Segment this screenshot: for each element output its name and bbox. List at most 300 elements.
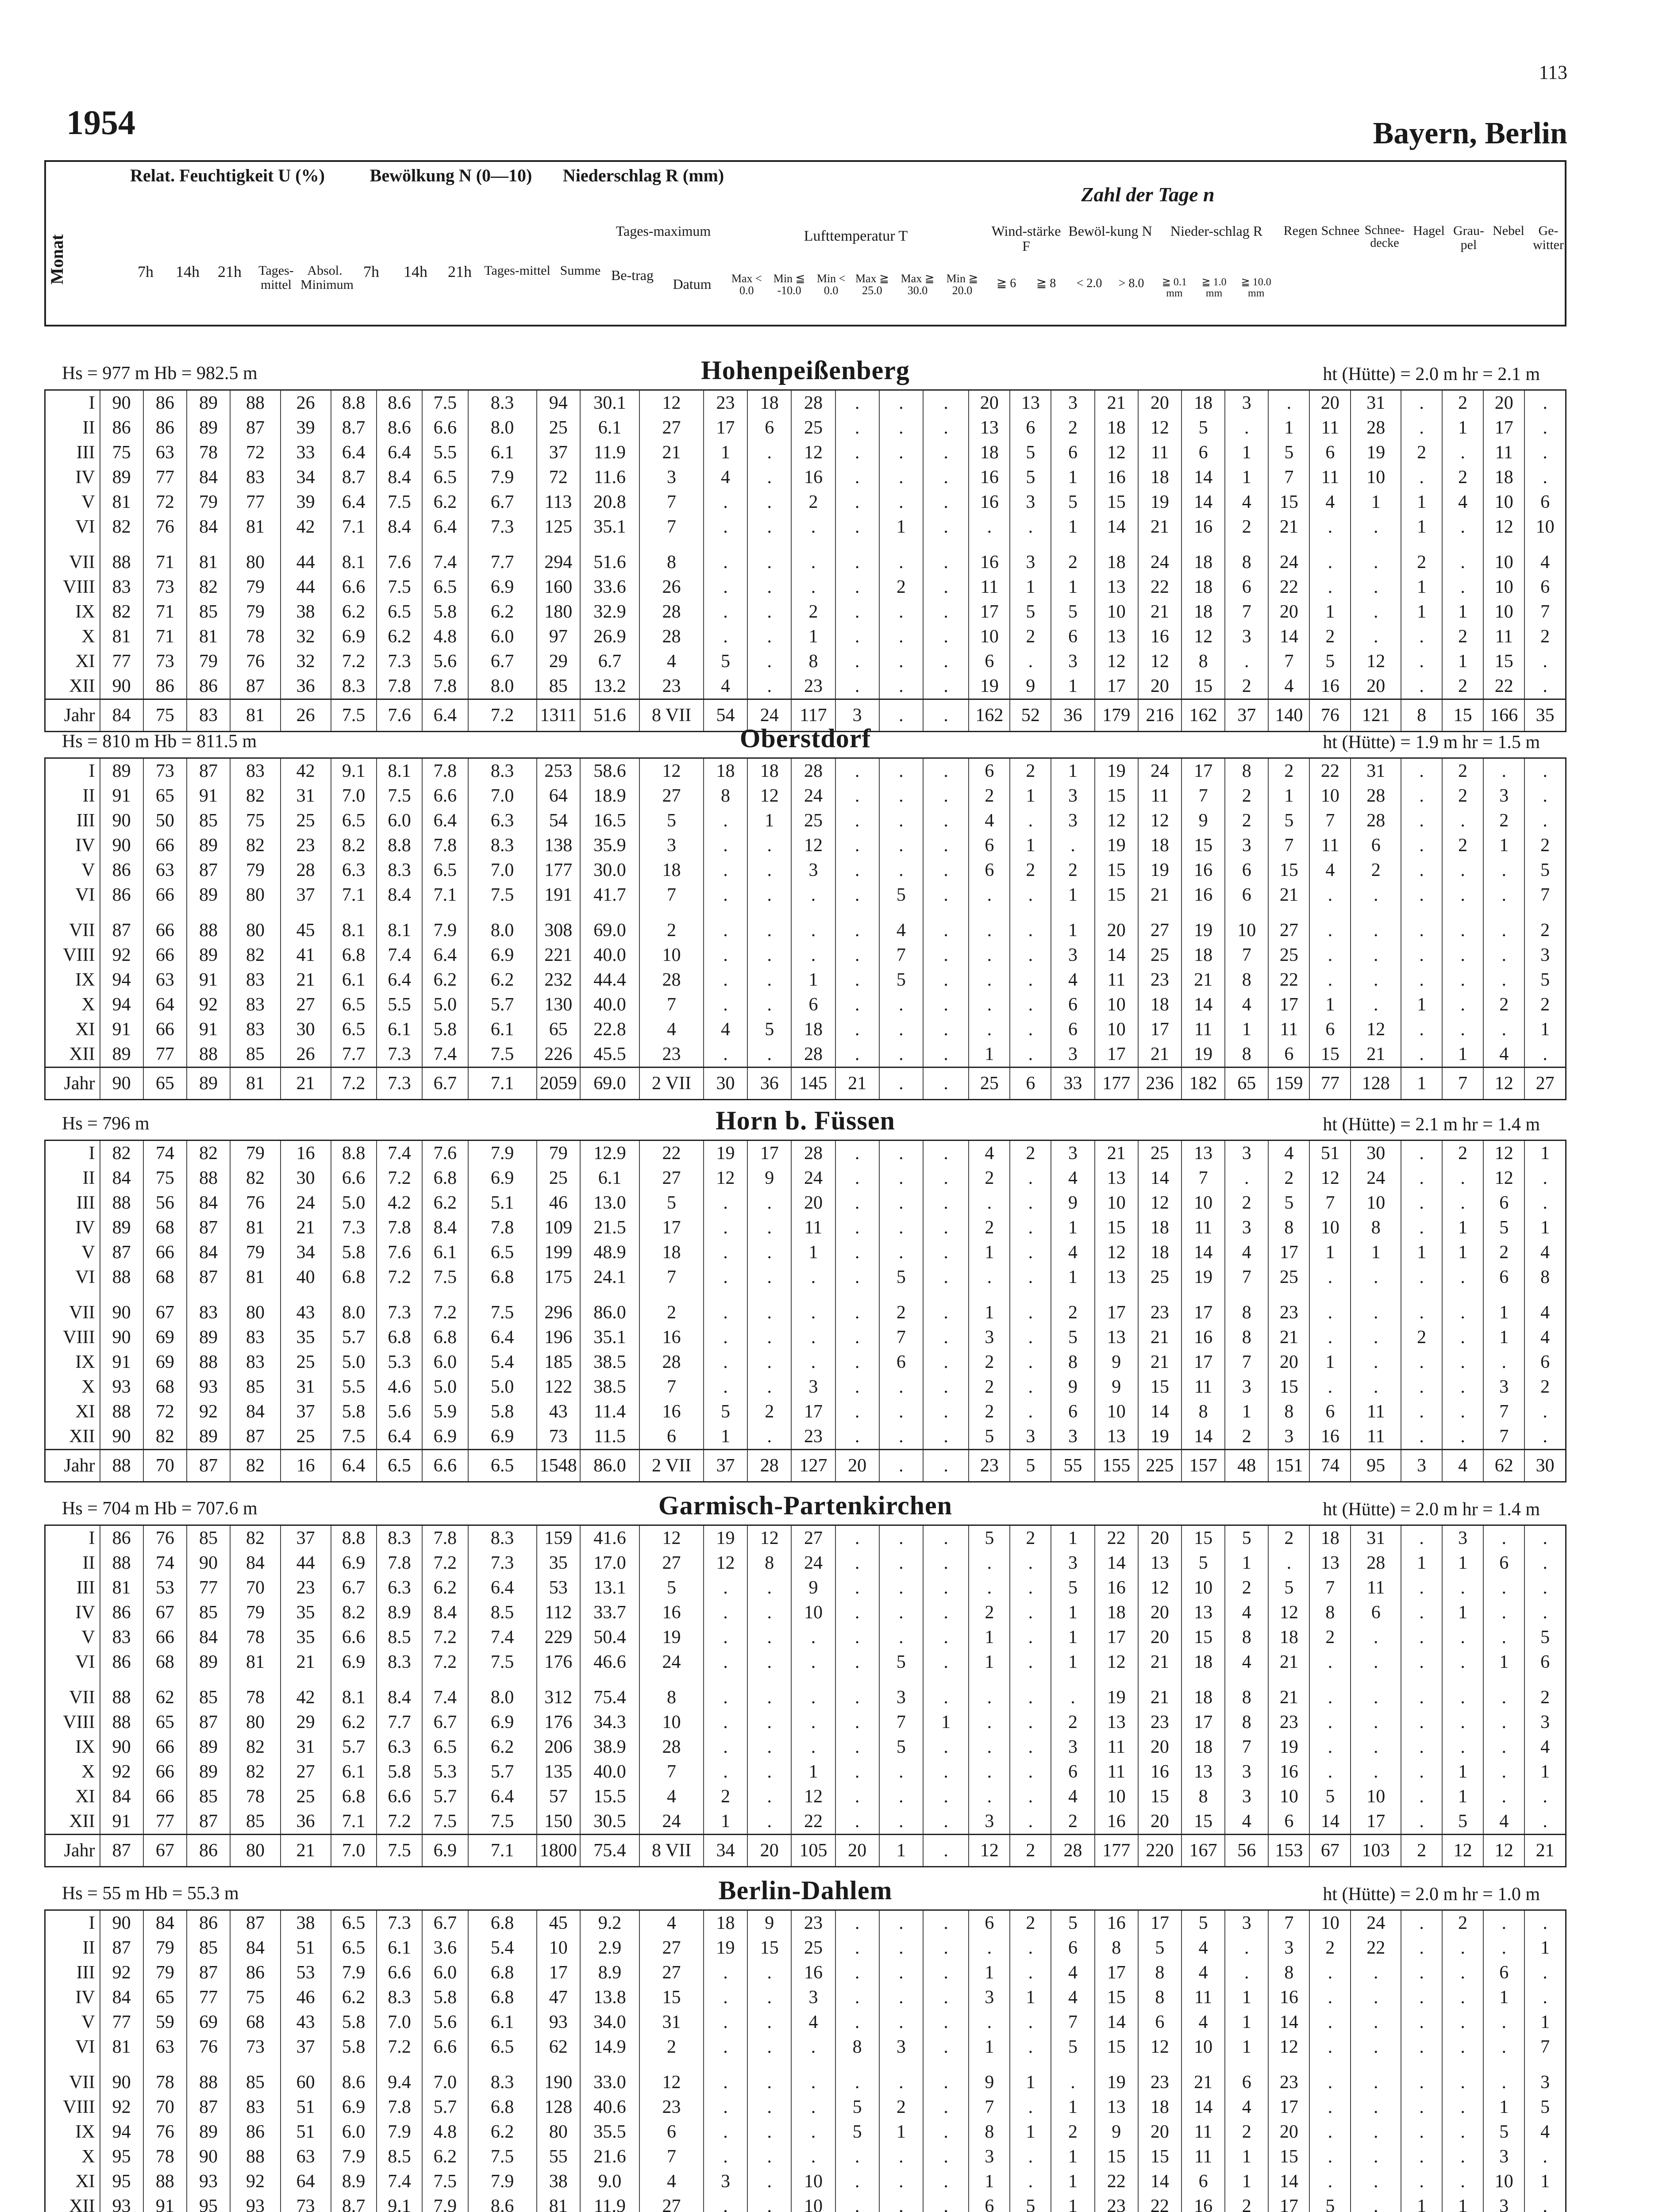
table-cell: 2 [1351, 858, 1401, 883]
table-cell: 77 [143, 1809, 187, 1835]
table-cell: 150 [537, 1809, 580, 1835]
table-cell: 88 [100, 1265, 143, 1290]
table-cell: 89 [187, 1735, 230, 1759]
table-cell: 2 [1442, 833, 1483, 858]
table-cell: 80 [230, 1710, 281, 1735]
table-cell: 5 [969, 1424, 1010, 1450]
table-cell: 34 [281, 465, 331, 490]
table-cell: . [969, 1265, 1010, 1290]
table-cell: 7.3 [468, 515, 537, 539]
table-cell: . [704, 1710, 747, 1735]
table-cell: 85 [187, 1600, 230, 1625]
table-cell: 18 [1483, 465, 1524, 490]
table-cell: 15 [1182, 1625, 1225, 1650]
table-cell: 7 [1268, 465, 1309, 490]
table-cell: 91 [100, 783, 143, 808]
table-cell: 24 [639, 1650, 704, 1674]
table-cell: . [835, 808, 879, 833]
table-cell: . [1268, 1551, 1309, 1575]
table-cell: 6 [879, 1350, 923, 1375]
table-cell: 1 [791, 1240, 835, 1265]
table-cell: 66 [143, 1735, 187, 1759]
table-cell: 7.5 [422, 1265, 468, 1290]
table-cell: 14 [1268, 624, 1309, 649]
table-cell: 6.1 [468, 440, 537, 465]
table-cell: . [923, 699, 969, 732]
table-cell: 71 [143, 624, 187, 649]
table-cell: . [747, 2010, 791, 2035]
table-cell: 82 [100, 1141, 143, 1166]
table-cell: 24 [1351, 1910, 1401, 1936]
table-cell: . [1401, 1910, 1442, 1936]
table-cell: . [747, 1759, 791, 1784]
table-cell: . [1351, 575, 1401, 599]
table-cell: 78 [230, 1784, 281, 1809]
table-cell: 7.5 [468, 1809, 537, 1835]
table-cell: . [1010, 1936, 1051, 1960]
table-cell: 19 [1095, 758, 1138, 784]
table-cell: 9 [1182, 808, 1225, 833]
table-cell: 90 [100, 674, 143, 699]
table-cell: 80 [537, 2120, 580, 2144]
table-cell: 51.6 [580, 699, 639, 732]
station-section [44, 1856, 1566, 2212]
table-cell: 26 [639, 575, 704, 599]
table-cell: 11 [1351, 1399, 1401, 1424]
month-label: VIII [63, 1712, 95, 1732]
table-cell: 8.1 [377, 758, 422, 784]
table-cell: 35.1 [580, 515, 639, 539]
table-cell: 16 [639, 1399, 704, 1424]
table-cell: 42 [281, 515, 331, 539]
month-label: V [81, 1242, 95, 1263]
table-cell: . [1401, 968, 1442, 992]
table-cell: . [1309, 1735, 1351, 1759]
table-cell: 6.4 [468, 1575, 537, 1600]
month-label: X [81, 626, 95, 647]
table-cell: 7.1 [468, 1835, 537, 1867]
table-cell: . [1442, 1424, 1483, 1450]
table-cell: . [747, 624, 791, 649]
table-cell: 11 [1483, 624, 1524, 649]
table-cell: 7.2 [468, 699, 537, 732]
month-label: XI [75, 2171, 95, 2192]
table-cell: 90 [187, 2144, 230, 2169]
table-row [45, 1215, 1566, 1240]
table-cell: . [835, 1141, 879, 1166]
table-cell: . [747, 1625, 791, 1650]
table-cell: . [879, 624, 923, 649]
table-cell: 53 [281, 1960, 331, 1985]
table-cell: 27 [639, 415, 704, 440]
station-section [44, 1471, 1566, 1867]
table-cell: 30.5 [580, 1809, 639, 1835]
table-cell: 8 [1138, 1985, 1182, 2010]
table-cell: 15 [1095, 490, 1138, 515]
table-cell: . [704, 2194, 747, 2212]
table-cell: 5 [639, 808, 704, 833]
table-cell: . [704, 1650, 747, 1674]
table-cell: 89 [100, 465, 143, 490]
table-cell: 35 [281, 1325, 331, 1350]
table-cell: 55 [537, 2144, 580, 2169]
table-cell: 1 [1225, 2144, 1268, 2169]
table-cell: . [923, 2035, 969, 2059]
table-cell: . [835, 1650, 879, 1674]
table-cell: 117 [791, 699, 835, 732]
table-cell: 90 [100, 390, 143, 416]
table-cell: 8.9 [377, 1600, 422, 1625]
table-cell: 77 [187, 1985, 230, 2010]
table-cell: 83 [230, 1350, 281, 1375]
table-row [45, 833, 1566, 858]
table-cell: 1 [1483, 833, 1524, 858]
table-cell: 7 [639, 883, 704, 907]
table-cell: 6 [1351, 1600, 1401, 1625]
table-cell: . [1442, 1575, 1483, 1600]
table-cell: 17 [1182, 1350, 1225, 1375]
table-cell: . [879, 1399, 923, 1424]
table-cell: 176 [537, 1650, 580, 1674]
header-ncol-1: < 2.0 [1076, 276, 1102, 290]
table-row [45, 2095, 1566, 2120]
table-cell: . [1309, 1674, 1351, 1710]
table-cell: 13 [1182, 1141, 1225, 1166]
table-cell: 3 [835, 699, 879, 732]
table-cell: 5.1 [468, 1190, 537, 1215]
table-cell: . [747, 2194, 791, 2212]
table-cell: 1 [1401, 1240, 1442, 1265]
table-cell: 29 [281, 1710, 331, 1735]
table-cell: 55 [1051, 1450, 1094, 1482]
page-region: Bayern, Berlin [1373, 116, 1567, 150]
table-cell: 7.3 [468, 1551, 537, 1575]
table-cell: 21 [1268, 1674, 1309, 1710]
table-cell: 6.2 [331, 599, 377, 624]
table-cell: 92 [100, 943, 143, 968]
table-cell: . [923, 1674, 969, 1710]
table-cell: 89 [100, 758, 143, 784]
table-cell: . [1309, 1650, 1351, 1674]
table-cell: 28 [639, 1350, 704, 1375]
month-label: VII [69, 1687, 95, 1708]
table-cell: . [1442, 1650, 1483, 1674]
table-cell: 6.7 [468, 649, 537, 674]
table-cell: 18 [1182, 1735, 1225, 1759]
table-cell: . [1442, 2035, 1483, 2059]
table-cell: 10 [1351, 1784, 1401, 1809]
table-cell: 24 [1138, 539, 1182, 575]
table-cell: . [1051, 1674, 1094, 1710]
table-cell: . [923, 1017, 969, 1042]
header-gewitter: Ge-witter [1533, 223, 1564, 252]
table-cell: 87 [230, 1424, 281, 1450]
table-cell: . [1401, 649, 1442, 674]
month-label: V [81, 1627, 95, 1647]
table-cell: 8.7 [331, 2194, 377, 2212]
table-cell: 6 [1524, 490, 1566, 515]
table-cell: 7.5 [422, 1809, 468, 1835]
table-cell: . [923, 1350, 969, 1375]
table-cell: 9 [1095, 1350, 1138, 1375]
table-cell: 6 [1268, 1042, 1309, 1068]
table-cell: 33.7 [580, 1600, 639, 1625]
table-cell: 6.4 [422, 943, 468, 968]
table-cell: 5 [1442, 1809, 1483, 1835]
table-cell: 125 [537, 515, 580, 539]
table-cell: 86 [143, 390, 187, 416]
table-cell: 7.2 [422, 1625, 468, 1650]
table-cell: 63 [143, 440, 187, 465]
table-cell: . [1442, 515, 1483, 539]
table-cell: 14 [1095, 1551, 1138, 1575]
table-row [45, 1759, 1566, 1784]
table-cell: 3 [879, 1674, 923, 1710]
table-cell: 5.0 [422, 992, 468, 1017]
table-cell: 6 [1051, 1936, 1094, 1960]
table-cell: 16 [1182, 1325, 1225, 1350]
table-cell: 41.7 [580, 883, 639, 907]
table-cell: 64 [537, 783, 580, 808]
table-cell: . [704, 1674, 747, 1710]
table-cell: . [1351, 1710, 1401, 1735]
table-cell: 16 [1138, 624, 1182, 649]
table-cell: 6 [1524, 1350, 1566, 1375]
table-cell: 8.4 [422, 1215, 468, 1240]
table-cell: 15 [1268, 490, 1309, 515]
table-cell: 22 [1268, 968, 1309, 992]
table-cell: 18 [1182, 943, 1225, 968]
table-cell: 67 [143, 1290, 187, 1325]
table-cell: 1 [1442, 415, 1483, 440]
table-cell: 7.2 [331, 649, 377, 674]
table-cell: 159 [1268, 1068, 1309, 1100]
table-cell: 8 [1351, 1215, 1401, 1240]
table-cell: 17 [1095, 1290, 1138, 1325]
table-cell: 5 [1051, 599, 1094, 624]
table-cell: . [1524, 1985, 1566, 2010]
station-name: Horn b. Füssen [716, 1106, 895, 1135]
station-table [44, 757, 1566, 1100]
table-cell: 40.0 [580, 943, 639, 968]
table-cell: 6 [969, 1910, 1010, 1936]
table-cell: 56 [1225, 1835, 1268, 1867]
table-cell: 103 [1351, 1835, 1401, 1867]
table-cell: 1548 [537, 1450, 580, 1482]
table-cell: . [704, 1759, 747, 1784]
table-cell: 80 [230, 883, 281, 907]
table-cell: 9 [1051, 1190, 1094, 1215]
table-cell: . [1442, 440, 1483, 465]
table-cell: . [747, 674, 791, 699]
table-cell: . [704, 1290, 747, 1325]
table-cell: 5 [639, 1190, 704, 1215]
table-cell: . [923, 1141, 969, 1166]
table-cell: 6.9 [422, 1835, 468, 1867]
table-cell: . [1010, 2095, 1051, 2120]
header-nieder: Niederschlag R (mm) [562, 165, 724, 185]
table-cell: 22 [1138, 2194, 1182, 2212]
month-label: XI [75, 1786, 95, 1807]
header-bew-h21: 21h [448, 263, 472, 280]
table-cell: 24 [747, 699, 791, 732]
table-cell: . [747, 1985, 791, 2010]
table-cell: 4 [1483, 1809, 1524, 1835]
table-cell: 5 [1524, 2095, 1566, 2120]
table-cell: 4 [639, 1910, 704, 1936]
table-cell: 83 [230, 1325, 281, 1350]
table-cell: 15 [1309, 1042, 1351, 1068]
table-cell: 16 [791, 465, 835, 490]
table-cell: . [1351, 1290, 1401, 1325]
table-cell: . [1309, 2059, 1351, 2095]
table-cell: . [747, 1240, 791, 1265]
table-cell: 15 [1442, 699, 1483, 732]
table-cell: 92 [100, 1960, 143, 1985]
table-cell: 4 [1524, 1290, 1566, 1325]
table-cell: . [1309, 968, 1351, 992]
table-cell: 90 [100, 808, 143, 833]
table-cell: . [1010, 1325, 1051, 1350]
table-cell: 6.7 [422, 1910, 468, 1936]
table-cell: 3 [1225, 624, 1268, 649]
table-cell: 7.3 [377, 1068, 422, 1100]
table-cell: 7.1 [422, 883, 468, 907]
table-cell: 28 [639, 968, 704, 992]
table-cell: 14 [1182, 992, 1225, 1017]
table-cell: 6 [1483, 1190, 1524, 1215]
month-label: VII [69, 920, 95, 941]
table-cell: 7 [1182, 783, 1225, 808]
table-cell: 4 [1225, 490, 1268, 515]
table-cell: 15 [1095, 2035, 1138, 2059]
table-cell: 2 [1524, 624, 1566, 649]
table-cell: 37 [1225, 699, 1268, 732]
table-cell: . [923, 1325, 969, 1350]
table-cell: 25 [537, 1166, 580, 1190]
table-cell: 6.4 [377, 968, 422, 992]
table-cell: 7.1 [468, 1068, 537, 1100]
table-cell: 7.2 [422, 1650, 468, 1674]
table-row [45, 2169, 1566, 2194]
table-cell: 6.0 [422, 1960, 468, 1985]
table-cell: . [1524, 1784, 1566, 1809]
table-cell: 21 [281, 1650, 331, 1674]
table-cell: 7.2 [377, 1166, 422, 1190]
table-cell: 6 [639, 2120, 704, 2144]
table-cell: 3 [1051, 390, 1094, 416]
table-cell: . [791, 1710, 835, 1735]
table-cell: 1 [1309, 599, 1351, 624]
table-cell: 92 [187, 992, 230, 1017]
table-cell: 22 [1309, 758, 1351, 784]
table-cell: 79 [230, 1141, 281, 1166]
table-cell: . [879, 1450, 923, 1482]
table-cell: 1 [879, 2120, 923, 2144]
table-cell: 1 [1051, 1265, 1094, 1290]
table-cell: 5.0 [422, 1375, 468, 1399]
table-row [45, 415, 1566, 440]
table-cell: 10 [1483, 539, 1524, 575]
table-cell: 2 [639, 2035, 704, 2059]
table-cell: 12 [1138, 415, 1182, 440]
table-cell: 22 [1138, 575, 1182, 599]
table-cell: . [923, 1375, 969, 1399]
table-cell: 31 [281, 1375, 331, 1399]
table-cell: 2 [969, 1399, 1010, 1424]
table-cell: 82 [187, 575, 230, 599]
table-cell: 1 [1483, 2095, 1524, 2120]
table-cell: 8.2 [331, 1600, 377, 1625]
table-cell: . [704, 490, 747, 515]
table-cell: 86.0 [580, 1290, 639, 1325]
table-cell: . [747, 907, 791, 943]
table-cell: 206 [537, 1735, 580, 1759]
table-cell: 6.5 [468, 1240, 537, 1265]
table-cell: . [1010, 1240, 1051, 1265]
table-cell: 7 [1225, 599, 1268, 624]
table-cell: . [1010, 1674, 1051, 1710]
table-row [45, 1141, 1566, 1166]
table-cell: 20 [1095, 907, 1138, 943]
table-cell: . [879, 833, 923, 858]
table-row [45, 515, 1566, 539]
table-cell: 2 [1442, 783, 1483, 808]
table-cell: 6.2 [422, 968, 468, 992]
table-cell: . [1401, 1375, 1442, 1399]
table-cell: 8.0 [331, 1290, 377, 1325]
table-row [45, 758, 1566, 784]
table-cell: . [1442, 1985, 1483, 2010]
table-cell: 94 [537, 390, 580, 416]
table-cell: 2 [1010, 1835, 1051, 1867]
table-cell: . [879, 1190, 923, 1215]
table-cell: . [923, 1290, 969, 1325]
column-header [44, 160, 1566, 326]
table-cell: 1 [969, 2169, 1010, 2194]
table-cell: 90 [100, 1735, 143, 1759]
table-cell: . [1010, 1650, 1051, 1674]
table-cell: 7.4 [377, 2169, 422, 2194]
table-cell: 91 [100, 1350, 143, 1375]
header-h14: 14h [176, 263, 200, 280]
table-cell: 18 [704, 1910, 747, 1936]
table-cell: . [1010, 1784, 1051, 1809]
table-cell: 14 [1309, 1809, 1351, 1835]
table-cell: 3.6 [422, 1936, 468, 1960]
table-cell: 17 [1095, 674, 1138, 699]
table-cell: 21 [1095, 390, 1138, 416]
table-cell: 11 [1138, 783, 1182, 808]
table-cell: . [1401, 1525, 1442, 1551]
table-cell: 8.3 [377, 1985, 422, 2010]
table-cell: 8 [1225, 1325, 1268, 1350]
table-cell: 4 [1225, 1240, 1268, 1265]
table-cell: . [1309, 943, 1351, 968]
table-cell: 6.8 [468, 2095, 537, 2120]
table-cell: . [791, 1674, 835, 1710]
table-cell: 72 [143, 1399, 187, 1424]
table-cell: 38 [281, 599, 331, 624]
table-cell: . [1225, 415, 1268, 440]
table-cell: 77 [100, 2010, 143, 2035]
table-cell: . [747, 490, 791, 515]
table-cell: . [923, 992, 969, 1017]
table-cell: 21 [1138, 515, 1182, 539]
table-cell: . [1309, 1960, 1351, 1985]
table-cell: . [969, 1551, 1010, 1575]
table-cell: . [969, 992, 1010, 1017]
